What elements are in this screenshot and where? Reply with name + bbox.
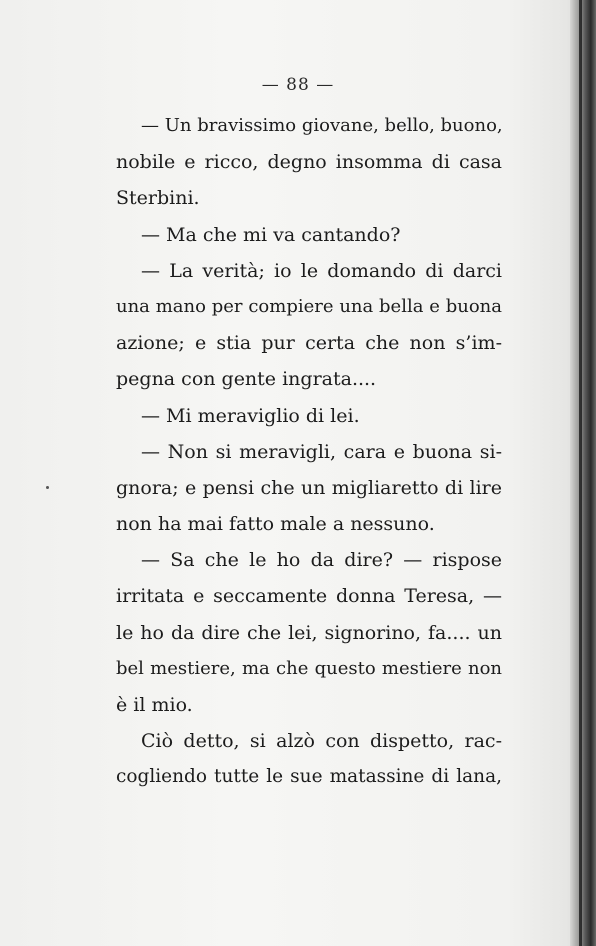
text-line: bel mestiere, ma che questo mestiere non (116, 657, 502, 679)
text-line: — Mi meraviglio di lei. (141, 404, 360, 427)
text-line: nobile e ricco, degno insomma di casa (116, 151, 502, 174)
binding-shadow-line (579, 0, 582, 946)
text-line: — Non si meravigli, cara e buona si- (141, 440, 502, 463)
text-line: — Ma che mi va cantando? (141, 223, 401, 246)
text-line: non ha mai fatto male a nessuno. (116, 513, 435, 536)
page-number: — 88 — (261, 75, 335, 95)
text-line: Sterbini. (116, 187, 200, 210)
text-line: Ciò detto, si alzò con dispetto, rac- (141, 730, 502, 753)
book-binding-edge (570, 0, 596, 946)
text-line: irritata e seccamente donna Teresa, — (116, 585, 502, 608)
text-line: è il mio. (116, 694, 193, 716)
text-line: cogliendo tutte le sue matassine di lana, (116, 766, 502, 788)
text-line: — Sa che le ho da dire? — rispose (141, 549, 502, 572)
margin-ink-speck (46, 486, 49, 489)
text-line: — Un bravissimo giovane, bello, buono, (141, 115, 503, 136)
text-line: gnora; e pensi che un migliaretto di lire (116, 476, 502, 499)
text-line: una mano per compiere una bella e buona (116, 295, 502, 317)
text-line: pegna con gente ingrata.... (116, 368, 377, 391)
text-line: — La verità; io le domando di darci (141, 259, 502, 282)
body-text (116, 108, 502, 796)
text-line: le ho da dire che lei, signorino, fa.... un (116, 621, 502, 644)
text-line: azione; e stia pur certa che non s’im- (116, 332, 502, 355)
